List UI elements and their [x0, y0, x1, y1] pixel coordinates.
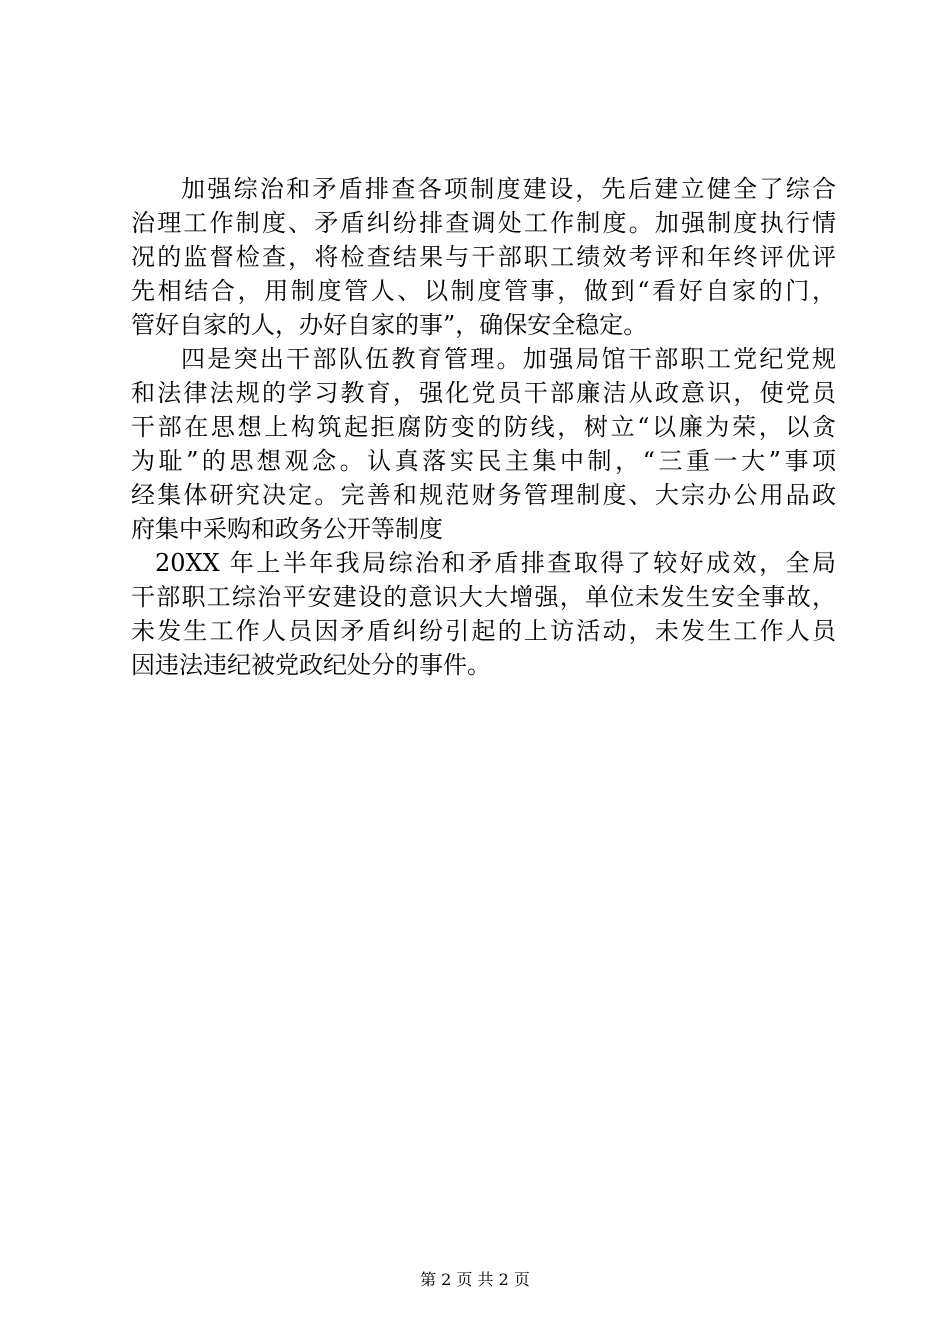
paragraph-line: 四是突出干部队伍教育管理。加强局馆干部职工党纪党规: [181, 345, 836, 373]
paragraph-line: 和法律法规的学习教育，强化党员干部廉洁从政意识，使党员: [131, 379, 836, 407]
paragraph-line: 治理工作制度、矛盾纠纷排查调处工作制度。加强制度执行情: [131, 209, 836, 237]
paragraph-line: 为耻”的思想观念。认真落实民主集中制，“三重一大”事项: [131, 447, 836, 475]
paragraph-line: 因违法违纪被党政纪处分的事件。: [131, 651, 491, 679]
page-number-footer: 第 2 页 共 2 页: [420, 1270, 530, 1289]
paragraph-line: 经集体研究决定。完善和规范财务管理制度、大宗办公用品政: [131, 481, 836, 509]
paragraph-line: 干部职工综治平安建设的意识大大增强，单位未发生安全事故，: [131, 583, 836, 611]
paragraph-line: 干部在思想上构筑起拒腐防变的防线，树立“以廉为荣，以贪: [131, 413, 836, 441]
paragraph-line: 未发生工作人员因矛盾纠纷引起的上访活动，未发生工作人员: [131, 617, 836, 645]
paragraph-3: [131, 546, 836, 682]
paragraph-line: 况的监督检查，将检查结果与干部职工绩效考评和年终评优评: [131, 243, 836, 271]
paragraph-line: 20XX 年上半年我局综治和矛盾排查取得了较好成效，全局: [155, 549, 836, 577]
paragraph-line: 管好自家的人，办好自家的事”，确保安全稳定。: [131, 311, 648, 339]
paragraph-line: 加强综治和矛盾排查各项制度建设，先后建立健全了综合: [181, 175, 836, 203]
paragraph-2: [131, 342, 836, 546]
paragraph-line: 先相结合，用制度管人、以制度管事，做到“看好自家的门，: [131, 277, 836, 305]
document-body: [131, 172, 836, 682]
paragraph-line: 府集中采购和政务公开等制度: [131, 515, 443, 543]
paragraph-1: [131, 172, 836, 342]
